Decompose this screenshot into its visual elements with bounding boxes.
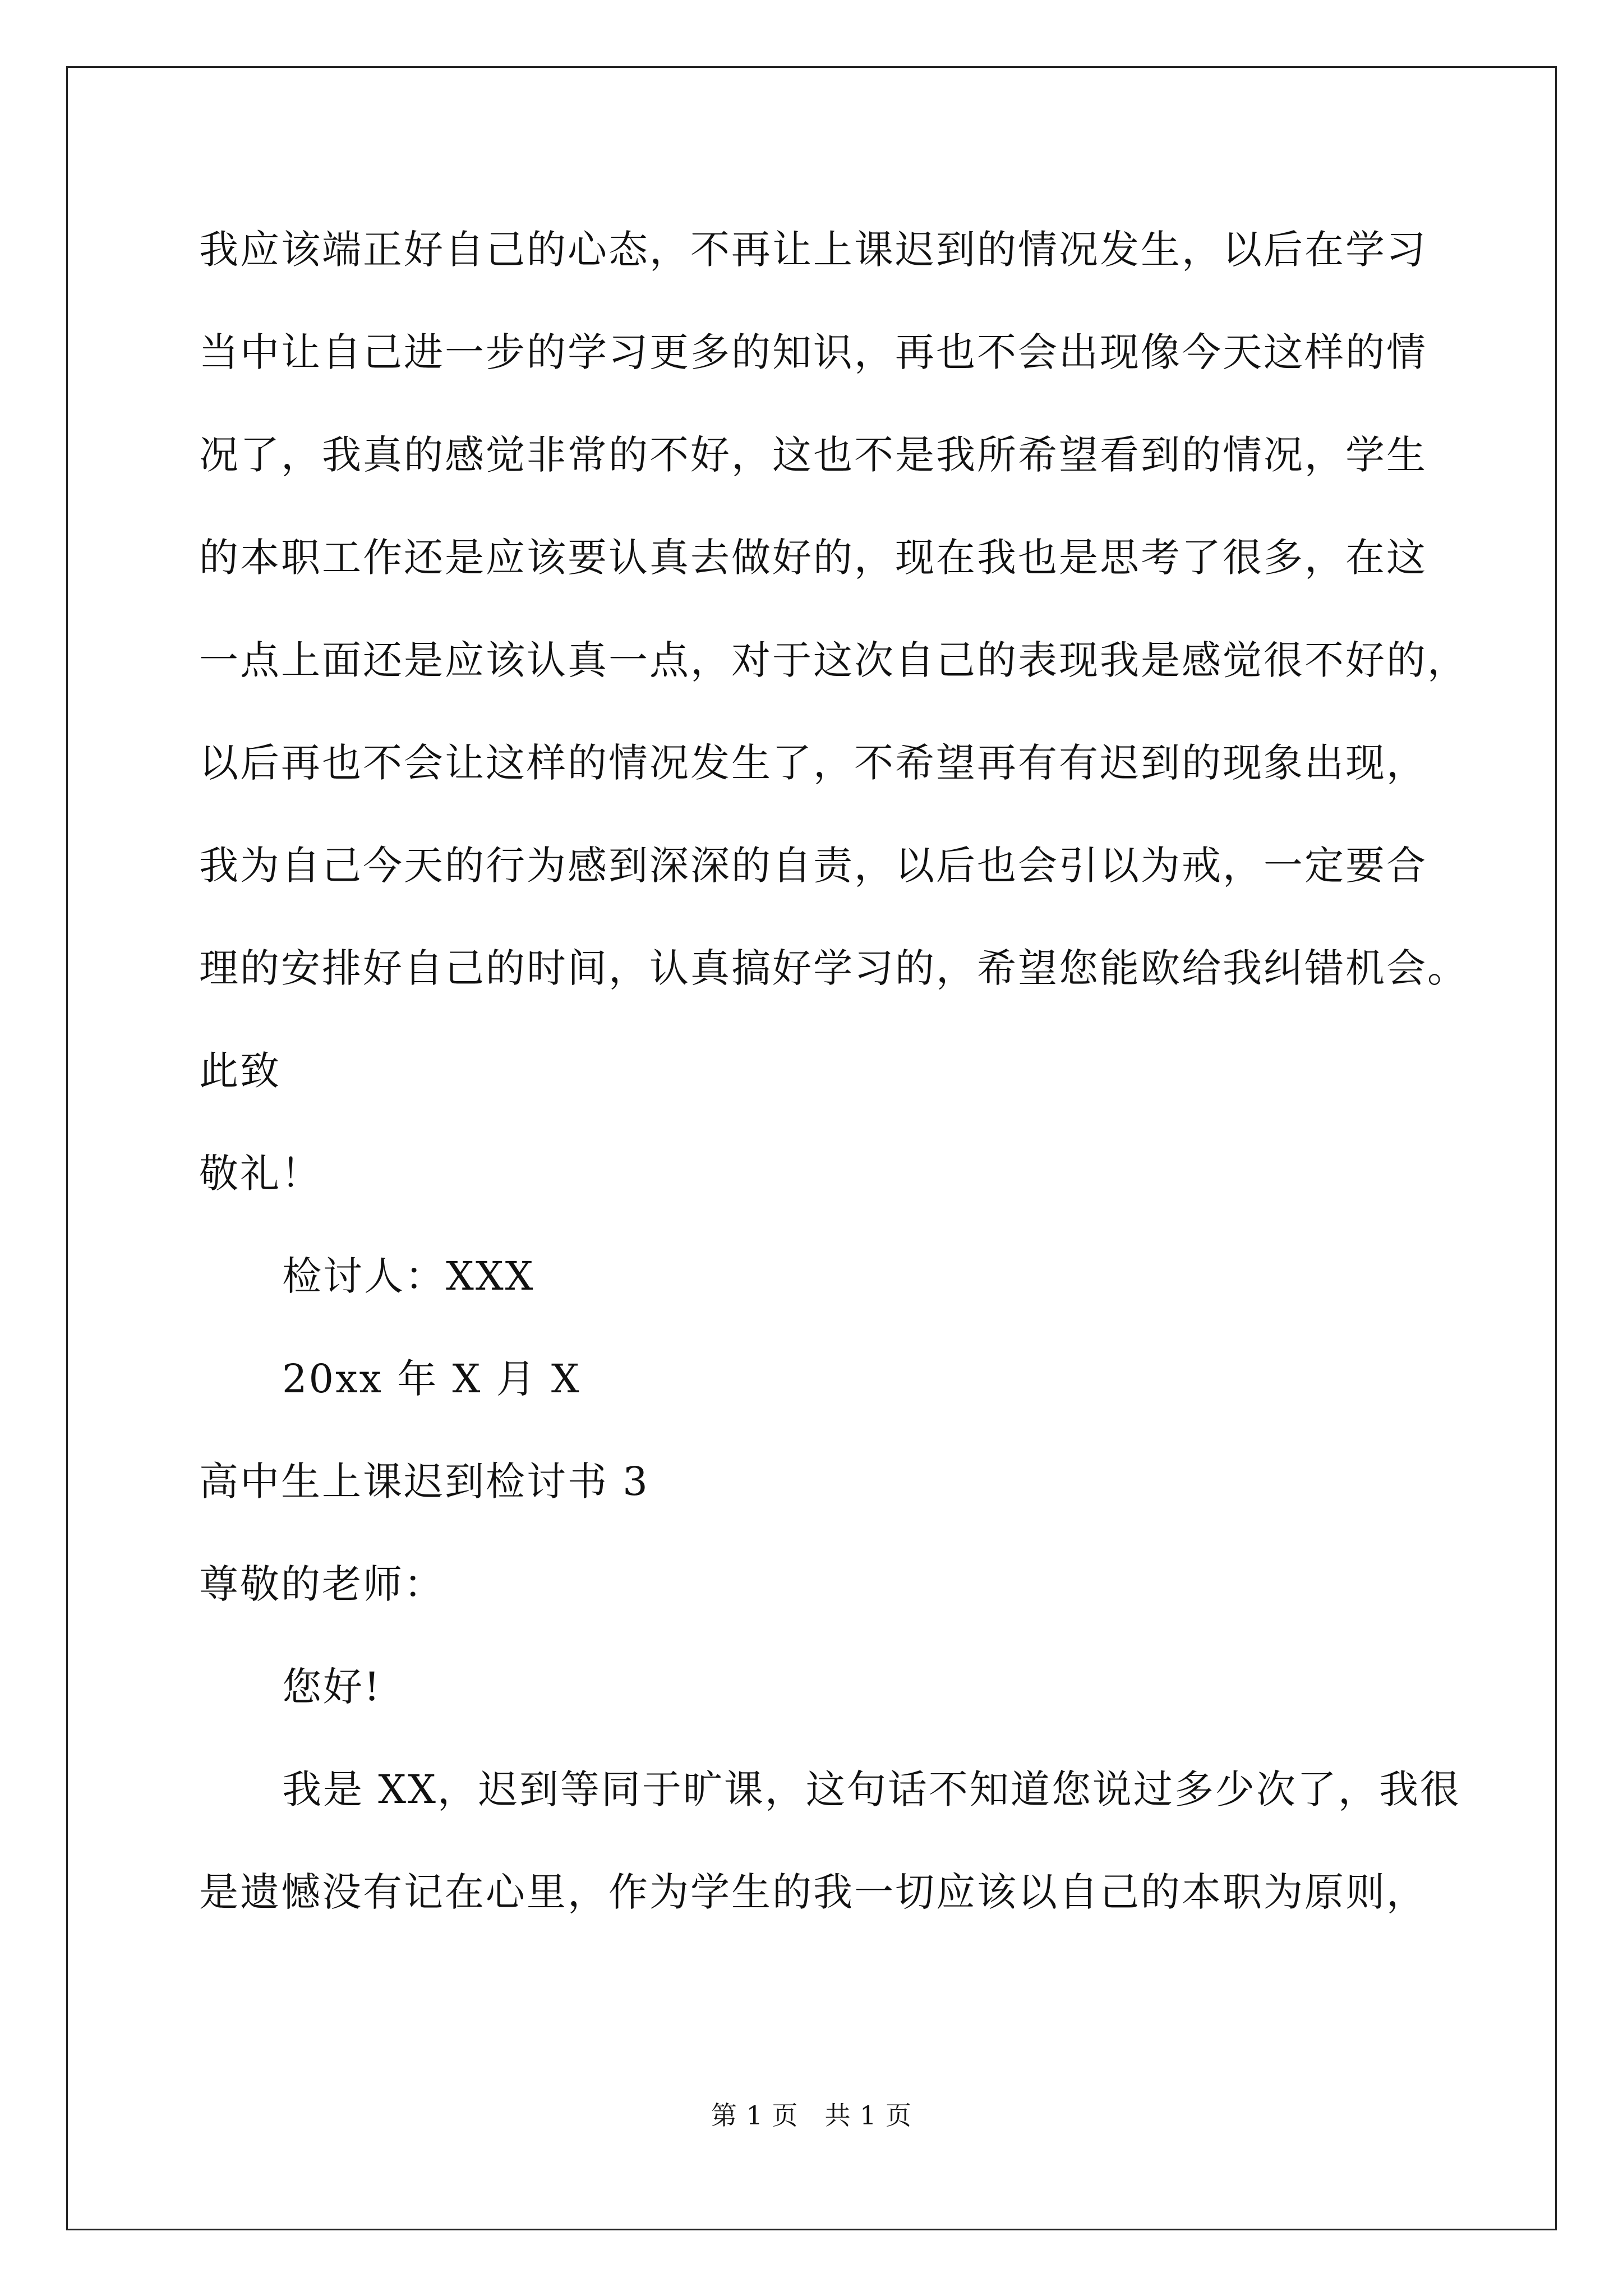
section-title: 高中生上课迟到检讨书 3 [199,1458,649,1504]
closing-regards: 敬礼！ [199,1151,322,1197]
body-line-3: 况了，我真的感觉非常的不好，这也不是我所希望看到的情况，学生 [199,432,1427,478]
body-line-9: 我是 XX，迟到等同于旷课，这句话不知道您说过多少次了，我很 [282,1766,1461,1812]
page-footer: 第 1 页 共 1 页 [711,2100,912,2131]
document-body [199,216,1468,1961]
greeting-recipient: 尊敬的老师： [199,1561,445,1607]
body-line-1: 我应该端正好自己的心态，不再让上课迟到的情况发生，以后在学习 [199,227,1427,273]
body-line-5: 一点上面还是应该认真一点，对于这次自己的表现我是感觉很不好的， [199,637,1468,683]
body-line-7: 我为自己今天的行为感到深深的自责，以后也会引以为戒，一定要合 [199,843,1427,889]
closing-salutation: 此致 [199,1048,281,1094]
date-line: 20xx 年 X 月 X [282,1356,581,1402]
greeting-hello: 您好! [282,1664,382,1710]
body-line-8: 理的安排好自己的时间，认真搞好学习的，希望您能欧给我纠错机会。 [199,945,1468,991]
body-line-4: 的本职工作还是应该要认真去做好的，现在我也是思考了很多，在这 [199,535,1427,581]
body-line-6: 以后再也不会让这样的情况发生了，不希望再有有迟到的现象出现， [199,740,1427,786]
signature-line: 检讨人：XXX [282,1253,535,1299]
body-line-10: 是遗憾没有记在心里，作为学生的我一切应该以自己的本职为原则， [199,1869,1427,1915]
body-line-2: 当中让自己进一步的学习更多的知识，再也不会出现像今天这样的情 [199,329,1427,375]
